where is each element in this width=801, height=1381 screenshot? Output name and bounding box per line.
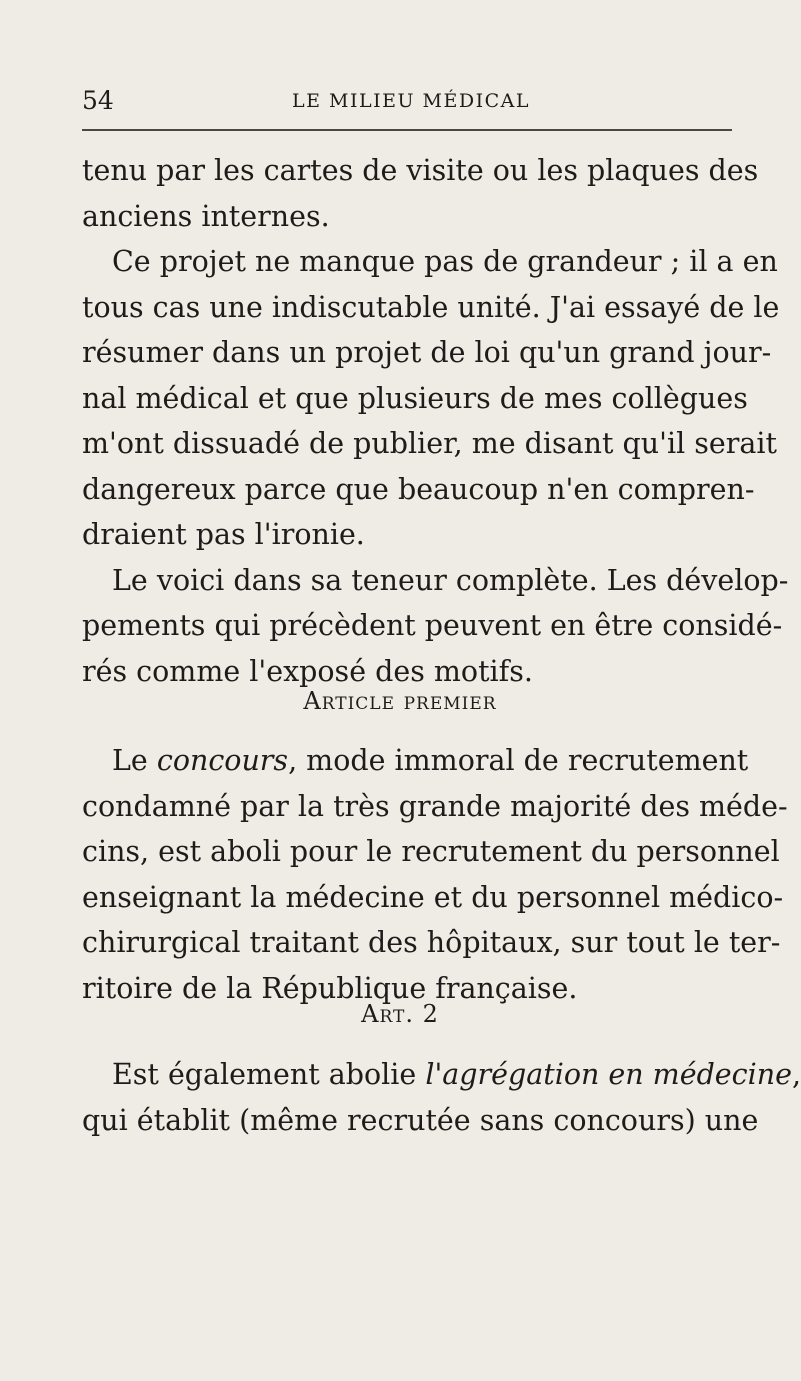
italic-term: l'agrégation en médecine xyxy=(425,1058,792,1091)
text-line: m'ont dissuadé de publier, me disant qu'il serait xyxy=(82,427,777,460)
text-line: cins, est aboli pour le recrutement du personnel xyxy=(82,835,780,868)
text-line xyxy=(82,1052,801,1098)
text-fragment: , xyxy=(791,1058,801,1091)
italic-term: concours xyxy=(156,744,289,777)
text-line: Le voici dans sa teneur complète. Les dévelop- xyxy=(112,563,789,597)
article-2-heading: Art. 2 xyxy=(361,1000,439,1028)
text-line: qui établit (même recrutée sans concours) une xyxy=(82,1103,759,1137)
text-line: dangereux parce que beaucoup n'en compren- xyxy=(82,472,755,506)
text-line: chirurgical traitant des hôpitaux, sur tout le ter- xyxy=(82,926,781,959)
text-line: draient pas l'ironie. xyxy=(82,518,365,551)
text-line: condamné par la très grande majorité des méde- xyxy=(82,789,788,823)
text-line: tous cas une indiscutable unité. J'ai essayé de le xyxy=(82,290,780,324)
text-fragment: Le xyxy=(112,744,157,777)
text-line: tenu par les cartes de visite ou les plaques des xyxy=(82,154,759,187)
running-title: LE MILIEU MÉDICAL xyxy=(292,90,530,112)
text-line: anciens internes. xyxy=(82,199,330,233)
page-number: 54 xyxy=(82,86,114,115)
text-line xyxy=(82,738,749,784)
text-line: pements qui précèdent peuvent en être considé- xyxy=(82,609,783,642)
page-header xyxy=(82,86,732,116)
text-line: rés comme l'exposé des motifs. xyxy=(82,654,533,688)
article-1-text xyxy=(82,738,788,1011)
text-fragment: Est également abolie xyxy=(112,1058,426,1091)
article-1-heading: Article premier xyxy=(303,687,497,715)
text-line: enseignant la médecine et du personnel médico- xyxy=(82,880,784,914)
text-line: résumer dans un projet de loi qu'un grand jour- xyxy=(82,336,772,369)
text-line: nal médical et que plusieurs de mes collègues xyxy=(82,381,748,415)
header-rule xyxy=(82,129,732,131)
text-fragment: , mode immoral de recrutement xyxy=(288,744,749,777)
body-text xyxy=(82,148,789,694)
text-line: ritoire de la République française. xyxy=(82,971,578,1005)
text-line: Ce projet ne manque pas de grandeur ; il a en xyxy=(112,245,778,278)
article-2-text xyxy=(82,1052,801,1143)
